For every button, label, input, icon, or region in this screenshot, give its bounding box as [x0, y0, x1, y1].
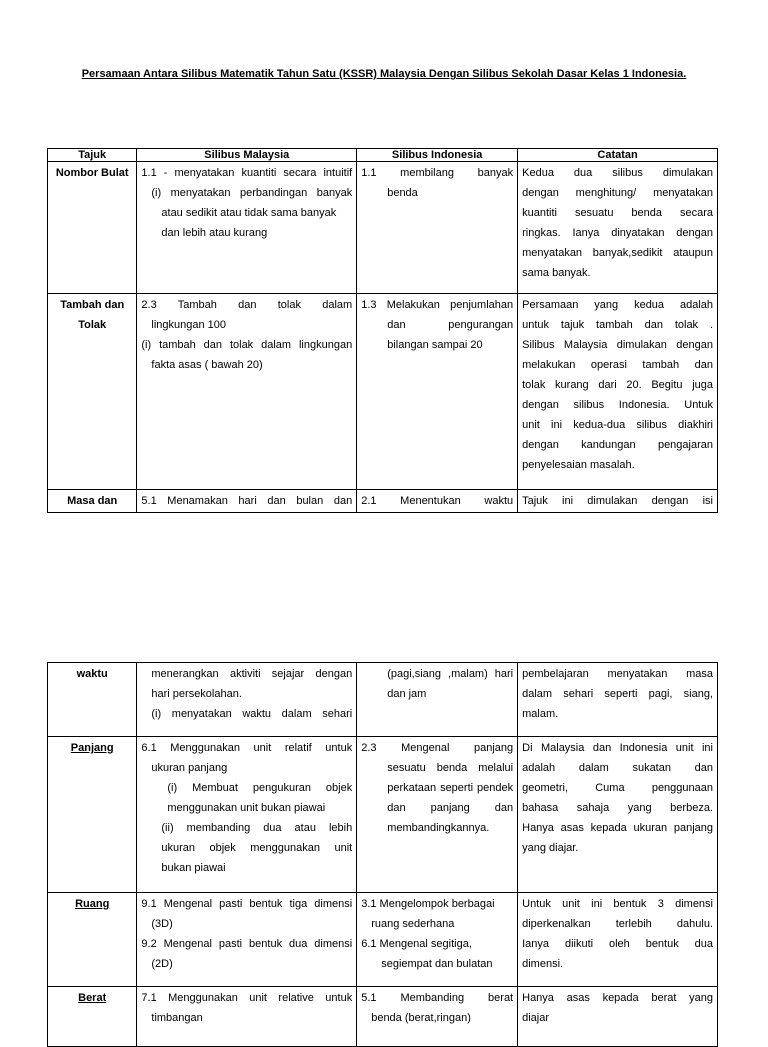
cell-tajuk: [48, 162, 137, 294]
cell-line: Di Malaysia dan Indonesia unit ini: [522, 742, 713, 754]
cell-silibus-malaysia: [137, 663, 357, 737]
cell-line: dan pengurangan: [387, 319, 514, 331]
cell-line: diperkenalkan terlebih dahulu.: [522, 918, 713, 930]
cell-line: ruang sederhana: [371, 918, 455, 930]
cell-line: (ii) membanding dua atau lebih: [161, 822, 353, 834]
table-body-part-1: [48, 162, 718, 513]
cell-line: 1.1 - menyatakan kuantiti secara intuitif: [141, 167, 353, 179]
table-body-part-2: [48, 663, 718, 1047]
cell-line: Hanya asas kepada berat yang: [522, 992, 713, 1004]
cell-silibus-indonesia: [357, 490, 518, 513]
cell-line: Silibus Malaysia dimulakan dengan: [522, 339, 713, 351]
cell-line: benda (berat,ringan): [371, 1012, 471, 1024]
tajuk-line: Panjang: [70, 742, 114, 754]
cell-catatan: [518, 294, 718, 490]
cell-line: yang diajar.: [522, 842, 579, 854]
cell-line: kuantiti sesuatu benda secara: [522, 207, 713, 219]
cell-line: Kedua dua silibus dimulakan: [522, 167, 713, 179]
cell-line: (2D): [151, 958, 173, 970]
cell-line: adalah dalam sukatan dan: [522, 762, 713, 774]
cell-line: Untuk unit ini bentuk 3 dimensi: [522, 898, 713, 910]
cell-tajuk: [48, 737, 137, 893]
cell-line: 9.1 Mengenal pasti bentuk tiga dimensi: [141, 898, 353, 910]
cell-catatan: [518, 162, 718, 294]
cell-silibus-malaysia: [137, 893, 357, 987]
cell-line: bukan piawai: [161, 862, 226, 874]
cell-silibus-indonesia: [357, 663, 518, 737]
cell-line: Ianya diikuti oleh bentuk dua: [522, 938, 713, 950]
cell-silibus-malaysia: [137, 490, 357, 513]
cell-line: dan jam: [387, 688, 427, 700]
cell-catatan: [518, 987, 718, 1047]
cell-line: dan panjang dan: [387, 802, 514, 814]
tajuk-line: Tambah dan: [60, 299, 125, 311]
header-catatan: Catatan: [518, 149, 718, 162]
cell-line: bilangan sampai 20: [387, 339, 483, 351]
cell-line: sesuatu benda melalui: [387, 762, 514, 774]
cell-silibus-indonesia: [357, 294, 518, 490]
cell-line: Hanya asas kepada ukuran panjang: [522, 822, 713, 834]
cell-line: geometri, Cuma penggunaan: [522, 782, 713, 794]
cell-line: hari persekolahan.: [151, 688, 242, 700]
tajuk-line: Tolak: [78, 319, 107, 331]
tajuk-line: Masa dan: [67, 495, 118, 507]
cell-line: ukuran panjang: [151, 762, 228, 774]
cell-tajuk: [48, 987, 137, 1047]
cell-silibus-indonesia: [357, 737, 518, 893]
table-row: [48, 893, 718, 987]
cell-line: atau sedikit atau tidak sama banyak: [161, 207, 337, 219]
cell-silibus-indonesia: [357, 893, 518, 987]
cell-line: Tajuk ini dimulakan dengan isi: [522, 495, 713, 507]
cell-line: 5.1 Membanding berat: [361, 992, 514, 1004]
tajuk-line: Berat: [78, 992, 107, 1004]
cell-line: malam.: [522, 708, 559, 720]
cell-line: untuk tajuk tambah dan tolak .: [522, 319, 713, 331]
cell-line: dan lebih atau kurang: [161, 227, 268, 239]
cell-line: fakta asas ( bawah 20): [151, 359, 263, 371]
tajuk-line: Nombor Bulat: [55, 167, 129, 179]
cell-line: (3D): [151, 918, 173, 930]
cell-silibus-malaysia: [137, 987, 357, 1047]
cell-silibus-indonesia: [357, 987, 518, 1047]
table-header-row: [48, 149, 718, 162]
cell-line: (i) Membuat pengukuran objek: [167, 782, 353, 794]
cell-line: 9.2 Mengenal pasti bentuk dua dimensi: [141, 938, 353, 950]
tajuk-line: waktu: [76, 668, 108, 680]
cell-line: bahasa sahaja yang berbeza.: [522, 802, 713, 814]
cell-tajuk: [48, 294, 137, 490]
cell-line: lingkungan 100: [151, 319, 227, 331]
cell-line: dengan menghitung/ menyatakan: [522, 187, 713, 199]
cell-tajuk: [48, 490, 137, 513]
cell-line: dimensi.: [522, 958, 564, 970]
cell-line: tolak kurang dari 20. Begitu juga: [522, 379, 713, 391]
cell-line: menerangkan aktiviti sejajar dengan: [151, 668, 353, 680]
cell-line: dengan silibus Indonesia. Untuk: [522, 399, 713, 411]
cell-catatan: [518, 490, 718, 513]
cell-line: 3.1 Mengelompok berbagai: [361, 898, 495, 910]
table-row: [48, 737, 718, 893]
table-row: [48, 162, 718, 294]
cell-catatan: [518, 663, 718, 737]
cell-line: Persamaan yang kedua adalah: [522, 299, 713, 311]
cell-line: 5.1 Menamakan hari dan bulan dan: [141, 495, 353, 507]
cell-line: ringkas. Ianya dinyatakan dengan: [522, 227, 713, 239]
cell-line: ukuran objek menggunakan unit: [161, 842, 353, 854]
cell-line: 7.1 Menggunakan unit relative untuk: [141, 992, 353, 1004]
header-silibus-malaysia: Silibus Malaysia: [137, 149, 357, 162]
cell-line: diajar: [522, 1012, 550, 1024]
cell-line: 2.3 Tambah dan tolak dalam: [141, 299, 353, 311]
cell-silibus-indonesia: [357, 162, 518, 294]
cell-line: sama banyak.: [522, 267, 591, 279]
cell-line: melakukan operasi tambah dan: [522, 359, 713, 371]
cell-line: 2.1 Menentukan waktu: [361, 495, 514, 507]
cell-line: (i) menyatakan perbandingan banyak: [151, 187, 353, 199]
cell-line: timbangan: [151, 1012, 203, 1024]
comparison-table-part-1: [47, 148, 718, 513]
cell-line: pembelajaran menyatakan masa: [522, 668, 713, 680]
cell-line: unit ini kedua-dua silibus diakhiri: [522, 419, 713, 431]
cell-line: segiempat dan bulatan: [381, 958, 493, 970]
cell-line: menyatakan banyak,sedikit ataupun: [522, 247, 713, 259]
cell-line: 6.1 Mengenal segitiga,: [361, 938, 472, 950]
cell-line: membandingkannya.: [387, 822, 490, 834]
cell-line: 6.1 Menggunakan unit relatif untuk: [141, 742, 353, 754]
cell-line: (i) tambah dan tolak dalam lingkungan: [141, 339, 353, 351]
cell-catatan: [518, 893, 718, 987]
comparison-table-part-2: [47, 662, 718, 1047]
cell-line: benda: [387, 187, 418, 199]
cell-line: menggunakan unit bukan piawai: [167, 802, 326, 814]
cell-catatan: [518, 737, 718, 893]
cell-line: (i) menyatakan waktu dalam sehari: [151, 708, 353, 720]
table-row: [48, 663, 718, 737]
header-tajuk: Tajuk: [48, 149, 137, 162]
table-row: [48, 987, 718, 1047]
cell-line: (pagi,siang ,malam) hari: [387, 668, 514, 680]
cell-tajuk: [48, 663, 137, 737]
tajuk-line: Ruang: [75, 898, 110, 910]
cell-silibus-malaysia: [137, 162, 357, 294]
table-row: [48, 490, 718, 513]
document-title: Persamaan Antara Silibus Matematik Tahun Satu (KSSR) Malaysia Dengan Silibus Sekolah Dasar Kelas 1 Indonesia.: [81, 68, 687, 80]
cell-line: penyelesaian masalah.: [522, 459, 635, 471]
cell-line: 1.1 membilang banyak: [361, 167, 514, 179]
header-silibus-indonesia: Silibus Indonesia: [357, 149, 518, 162]
cell-silibus-malaysia: [137, 737, 357, 893]
cell-line: dengan kandungan pengajaran: [522, 439, 713, 451]
table-row: [48, 294, 718, 490]
cell-line: 2.3 Mengenal panjang: [361, 742, 514, 754]
cell-line: dalam sehari seperti pagi, siang,: [522, 688, 713, 700]
cell-line: 1.3 Melakukan penjumlahan: [361, 299, 514, 311]
cell-silibus-malaysia: [137, 294, 357, 490]
cell-line: perkataan seperti pendek: [387, 782, 514, 794]
cell-tajuk: [48, 893, 137, 987]
